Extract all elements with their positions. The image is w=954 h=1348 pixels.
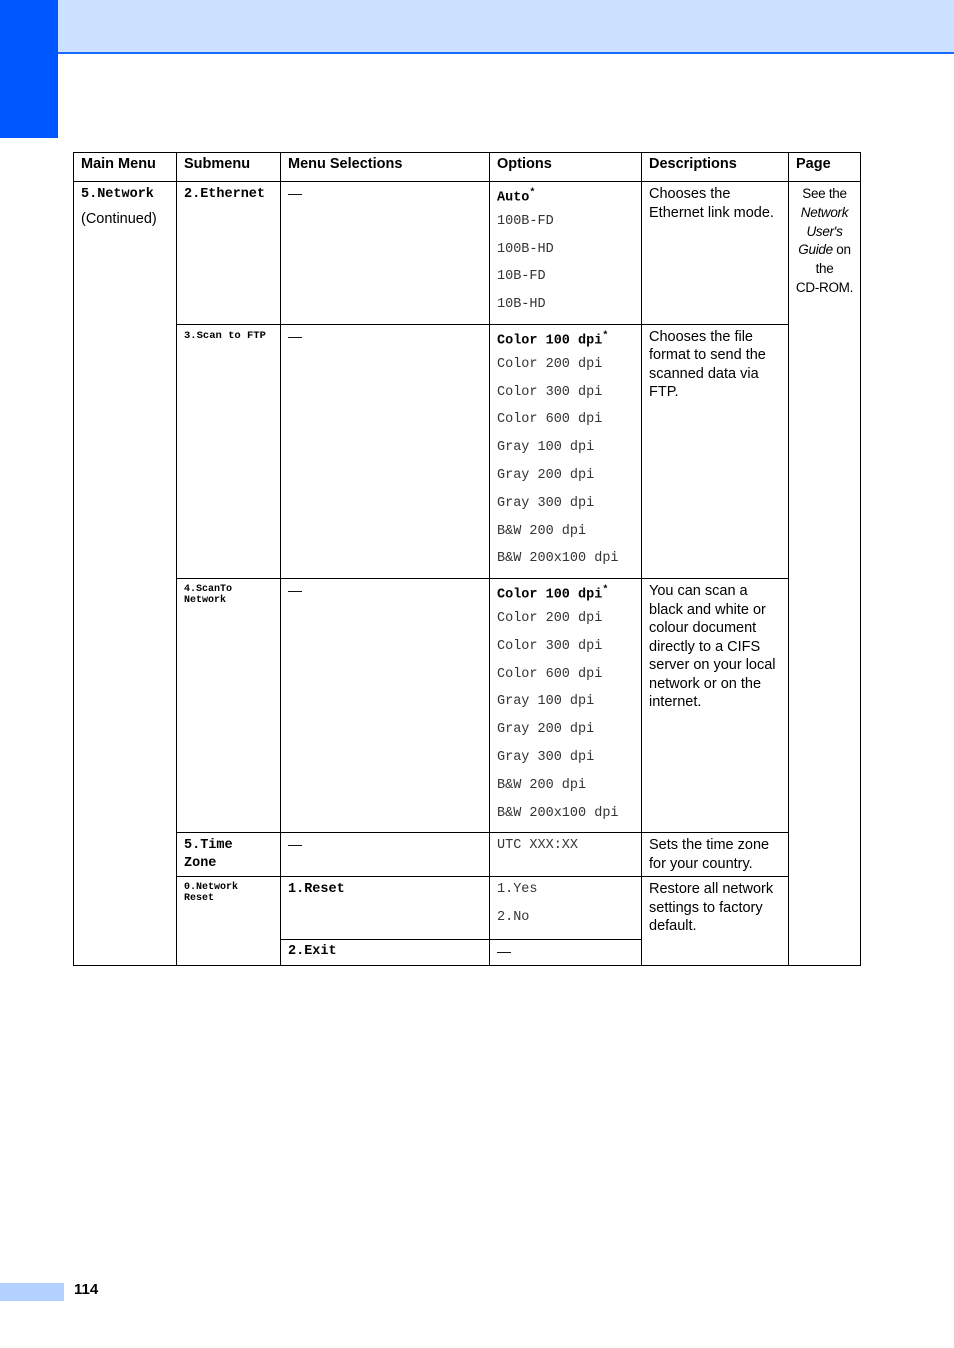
options-reset: [490, 877, 642, 940]
table-row: [74, 324, 861, 578]
option-item: B&W 200x100 dpi: [497, 805, 619, 821]
page-ref-line: Network: [800, 204, 849, 220]
submenu-scan-ftp: 3.Scan to FTP: [177, 324, 281, 578]
selection-exit: 2.Exit: [281, 940, 490, 966]
page-ref-line: Guide on: [798, 242, 851, 258]
option-item: Color 600 dpi: [497, 666, 603, 682]
selection-reset: 1.Reset: [281, 877, 490, 940]
option-item: B&W 200x100 dpi: [497, 551, 619, 567]
options-scan-network: [490, 579, 642, 833]
option-item: Color 200 dpi: [497, 356, 603, 372]
option-item: Gray 100 dpi: [497, 694, 595, 710]
page-ref-line: CD-ROM.: [795, 279, 854, 295]
page-ref-line: See the: [802, 186, 847, 201]
description-scan-ftp: Chooses the file format to send the scanned data via FTP.: [642, 324, 789, 578]
header-main-menu: Main Menu: [74, 153, 177, 182]
selection-time-zone: —: [281, 833, 490, 877]
option-exit: —: [490, 940, 642, 966]
description-network-reset: Restore all network settings to factory default.: [642, 877, 789, 966]
submenu-network-reset: 0.Network Reset: [177, 877, 281, 966]
options-ethernet: [490, 182, 642, 325]
header-options: Options: [490, 153, 642, 182]
option-item: Color 100 dpi*: [497, 330, 609, 349]
table-row: [74, 182, 861, 325]
option-item: 100B-HD: [497, 241, 554, 257]
submenu-time-zone: 5.Time Zone: [177, 833, 281, 877]
table-row: [74, 579, 861, 833]
description-scan-network: You can scan a black and white or colour document directly to a CIFS server on your local network or on the internet.: [642, 579, 789, 833]
option-item: Gray 300 dpi: [497, 749, 595, 765]
header-menu-selections: Menu Selections: [281, 153, 490, 182]
page-number: 114: [74, 1281, 99, 1298]
table-header-row: [74, 153, 861, 182]
continued-label: (Continued): [81, 211, 157, 227]
option-item: 10B-HD: [497, 297, 546, 313]
table-row: [74, 877, 861, 940]
page-reference: [789, 182, 861, 966]
main-menu-cell: [74, 182, 177, 966]
table-row: [74, 833, 861, 877]
option-item: 1.Yes: [497, 882, 538, 898]
menu-table: [73, 152, 861, 966]
selection-scan-network: —: [281, 579, 490, 833]
option-item: Color 300 dpi: [497, 384, 603, 400]
description-ethernet: Chooses the Ethernet link mode.: [642, 182, 789, 325]
footer-band: [0, 1283, 64, 1301]
option-item: 10B-FD: [497, 269, 546, 285]
option-item: Color 200 dpi: [497, 610, 603, 626]
option-item: 2.No: [497, 910, 530, 926]
main-menu-label: 5.Network: [81, 187, 154, 202]
option-item: Gray 300 dpi: [497, 495, 595, 511]
option-item: Color 100 dpi*: [497, 585, 609, 603]
submenu-ethernet: 2.Ethernet: [177, 182, 281, 325]
option-item: Gray 200 dpi: [497, 722, 595, 738]
options-scan-ftp: [490, 324, 642, 578]
selection-ethernet: —: [281, 182, 490, 325]
option-item: Auto*: [497, 188, 536, 206]
description-time-zone: Sets the time zone for your country.: [642, 833, 789, 877]
option-item: B&W 200 dpi: [497, 777, 587, 793]
option-item: Color 300 dpi: [497, 638, 603, 654]
header-descriptions: Descriptions: [642, 153, 789, 182]
option-time-zone: UTC XXX:XX: [490, 833, 642, 877]
header-page: Page: [789, 153, 861, 182]
option-item: 100B-FD: [497, 213, 554, 229]
selection-scan-ftp: —: [281, 324, 490, 578]
option-item: Color 600 dpi: [497, 412, 603, 428]
submenu-scan-network: 4.ScanTo Network: [177, 579, 281, 833]
option-item: B&W 200 dpi: [497, 523, 587, 539]
header-band: [58, 0, 954, 54]
option-item: Gray 200 dpi: [497, 467, 595, 483]
header-submenu: Submenu: [177, 153, 281, 182]
chapter-tab: [0, 0, 58, 138]
page-ref-line: User's: [806, 223, 843, 239]
page-ref-line: the: [815, 261, 834, 277]
option-item: Gray 100 dpi: [497, 440, 595, 456]
